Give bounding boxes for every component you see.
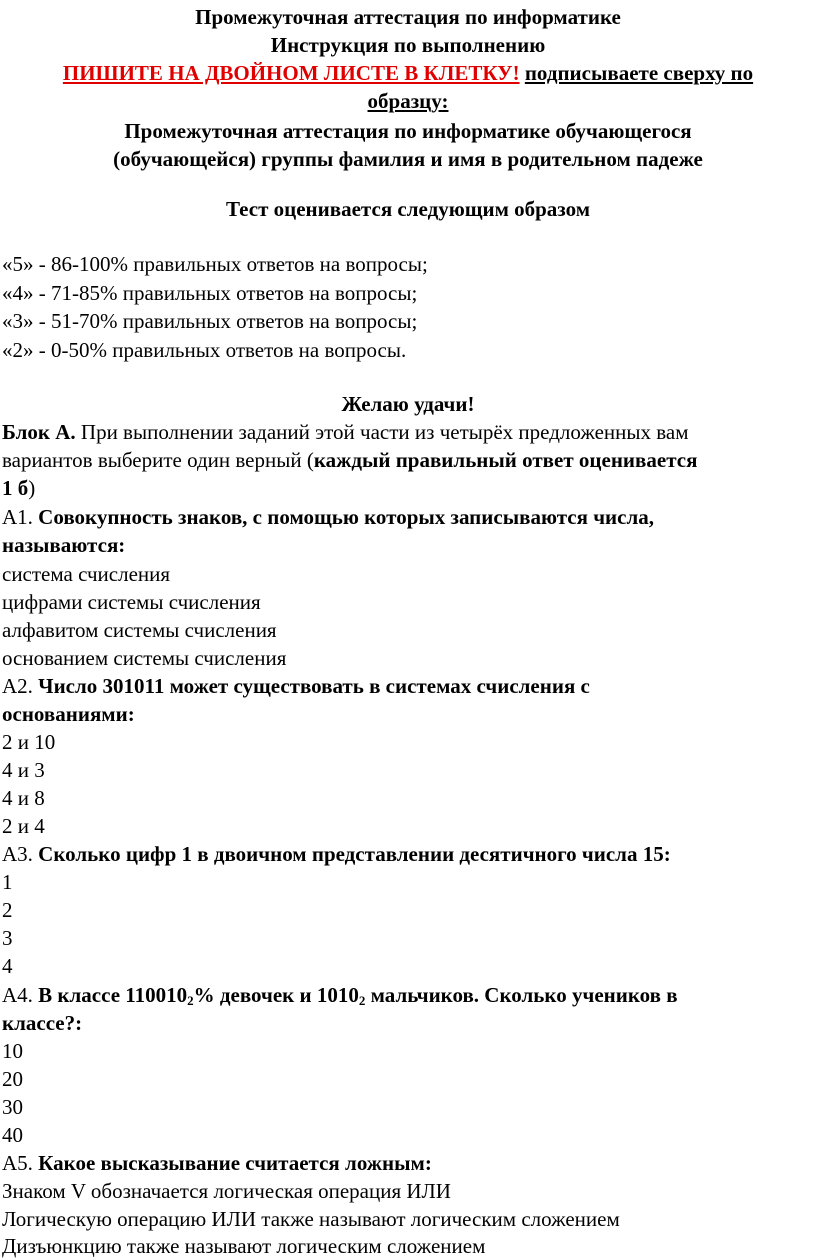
answer-option: 20 [2, 1067, 23, 1091]
answer-option: 2 и 10 [2, 730, 56, 754]
grade-item: «3» - 51-70% правильных ответов на вопросы; [2, 309, 418, 333]
block-a-intro-text-2a: вариантов выберите один верный ( [2, 448, 314, 472]
answer-option: 4 и 3 [2, 758, 45, 782]
block-a-intro-1 [2, 418, 816, 446]
grading-heading: Тест оценивается следующим образом [225, 197, 591, 221]
wish-text: Желаю удачи! [341, 392, 475, 416]
doc-title: Промежуточная аттестация по информатике [195, 5, 621, 29]
sample-line-1: Промежуточная аттестация по информатике обучающегося [124, 119, 692, 143]
answer-option: 4 [2, 954, 13, 978]
answer-option: 3 [2, 926, 13, 950]
warning-line [0, 59, 816, 87]
block-a-intro-text-3a: 1 б [2, 476, 29, 500]
grade-item: «5» - 86-100% правильных ответов на вопросы; [2, 252, 428, 276]
question-text-part: мальчиков. Сколько учеников в [365, 983, 678, 1007]
warning-red-text: ПИШИТЕ НА ДВОЙНОМ ЛИСТЕ В КЛЕТКУ! [62, 61, 520, 85]
block-a-label: Блок А. [2, 420, 76, 444]
answer-option: Логическую операцию ИЛИ также называют логическим сложением [2, 1207, 620, 1231]
question-number: А3. [2, 842, 33, 866]
grade-item: «4» - 71-85% правильных ответов на вопросы; [2, 281, 418, 305]
answer-option: основанием системы счисления [2, 646, 287, 670]
doc-subtitle: Инструкция по выполнению [270, 33, 546, 57]
block-a-intro-text-2b: каждый правильный ответ оценивается [313, 448, 698, 472]
question-number: А1. [2, 505, 33, 529]
answer-option: 2 [2, 898, 13, 922]
answer-option: Знаком V обозначается логическая операция ИЛИ [2, 1179, 451, 1203]
sample-line-2: (обучающейся) группы фамилия и имя в родительном падеже [113, 147, 703, 171]
question-number: А4. [2, 983, 33, 1007]
warning-rest-text: подписываете сверху по [524, 61, 754, 85]
answer-option: 1 [2, 870, 13, 894]
answer-option: 30 [2, 1095, 23, 1119]
question-number: А5. [2, 1151, 33, 1175]
block-a-intro-3 [2, 474, 816, 502]
block-a-intro-text: При выполнении заданий этой части из четырёх предложенных вам [80, 420, 689, 444]
block-a-intro-2 [2, 446, 816, 474]
question-text: Какое высказывание считается ложным: [38, 1151, 432, 1175]
answer-option: Дизъюнкцию также называют логическим сложением [2, 1234, 486, 1258]
question-a4 [2, 981, 816, 1009]
question-text-cont: называются: [2, 533, 126, 557]
warning-rest-cont: образцу: [367, 89, 449, 113]
question-text-cont: основаниями: [2, 702, 135, 726]
question-text: Сколько цифр 1 в двоичном представлении десятичного числа 15: [38, 842, 671, 866]
answer-option: 4 и 8 [2, 786, 45, 810]
binary-subscript: 2 [358, 993, 366, 1008]
question-text-part: % девочек и 1010 [193, 983, 359, 1007]
answer-option: 2 и 4 [2, 814, 45, 838]
binary-subscript: 2 [187, 993, 194, 1008]
question-text [38, 983, 677, 1007]
answer-option: 10 [2, 1039, 23, 1063]
question-number: А2. [2, 674, 33, 698]
question-text-cont: классе?: [2, 1011, 83, 1035]
question-a1 [2, 503, 816, 531]
grade-item: «2» - 0-50% правильных ответов на вопросы. [2, 338, 407, 362]
block-a-intro-text-3b: ) [28, 476, 36, 500]
question-text: Число 301011 может существовать в системах счисления с [38, 674, 590, 698]
question-a3 [2, 840, 816, 868]
answer-option: система счисления [2, 562, 171, 586]
answer-option: алфавитом системы счисления [2, 618, 277, 642]
question-text-part: В классе 110010 [38, 983, 188, 1007]
question-text: Совокупность знаков, с помощью которых записываются числа, [38, 505, 655, 529]
question-a5 [2, 1149, 816, 1177]
answer-option: 40 [2, 1123, 23, 1147]
question-a2 [2, 672, 816, 700]
answer-option: цифрами системы счисления [2, 590, 261, 614]
